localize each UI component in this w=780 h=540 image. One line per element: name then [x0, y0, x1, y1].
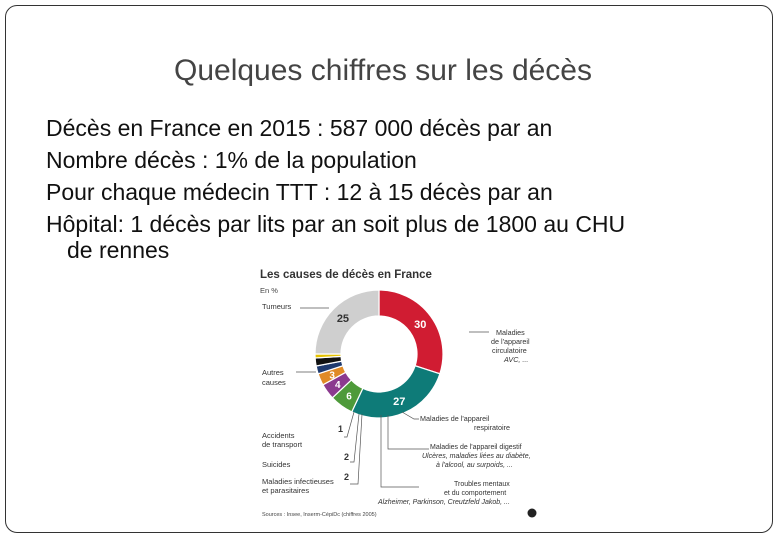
causes-infographic	[254, 262, 544, 524]
slide-body	[46, 112, 756, 266]
leader-accidents	[344, 412, 354, 437]
slice-value-tumeurs: 30	[414, 319, 427, 332]
text-line-per-doctor: Pour chaque médecin TTT : 12 à 15 décès par an	[46, 179, 553, 205]
chart-unit: En %	[260, 286, 278, 295]
label-mentaux: Troubles mentaux et du comportement Alzheimer, Parkinson, Creutzfeld Jakob, ...	[378, 481, 510, 506]
slide-title: Quelques chiffres sur les décès	[174, 54, 592, 87]
label-accidents: Accidents de transport	[262, 431, 303, 449]
slice-tumeurs	[379, 290, 443, 374]
text-line-hospital: Hôpital: 1 décès par lits par an soit plus de 1800 au CHU	[46, 211, 626, 237]
publisher-logo	[528, 509, 537, 518]
label-autres: Autres causes	[262, 368, 286, 387]
label-respiratoire: Maladies de l'appareil respiratoire	[420, 414, 510, 432]
label-infectieuses: Maladies infectieuses et parasitaires	[262, 477, 334, 495]
value-infectieuses-outside: 2	[344, 472, 350, 482]
leader-infectieuses	[350, 414, 362, 484]
chart-source: Sources : Insee, Inserm-CépiDc (chiffres 2005)	[262, 512, 377, 518]
label-digestif: Maladies de l'appareil digestif Ulcères, maladies liées au diabète, à l'alcool, au surpoids, ...	[422, 444, 531, 469]
value-suicides-outside: 2	[344, 452, 350, 462]
text-line-population-share: Nombre décès : 1% de la population	[46, 147, 417, 173]
text-line-deaths-2015: Décès en France en 2015 : 587 000 décès par an	[46, 115, 553, 141]
text-line-hospital-cont: de rennes	[67, 237, 170, 263]
slice-circulatoire	[352, 366, 440, 418]
slice-value-digestif: 4	[334, 379, 341, 391]
label-tumeurs: Tumeurs	[262, 302, 292, 311]
slice-value-circulatoire: 27	[393, 395, 406, 408]
slice-value-respiratoire: 6	[346, 391, 352, 403]
label-circulatoire: Maladies de l'appareil circulatoire AVC, ...	[491, 328, 530, 364]
label-suicides: Suicides	[262, 460, 291, 469]
donut-chart	[254, 262, 544, 524]
leader-mentaux	[381, 415, 419, 487]
slice-value-mentaux: 3	[329, 370, 335, 382]
value-accidents-outside: 1	[338, 424, 344, 434]
slice-value-autres: 25	[336, 312, 350, 325]
chart-title: Les causes de décès en France	[260, 269, 432, 281]
slide	[5, 5, 773, 533]
